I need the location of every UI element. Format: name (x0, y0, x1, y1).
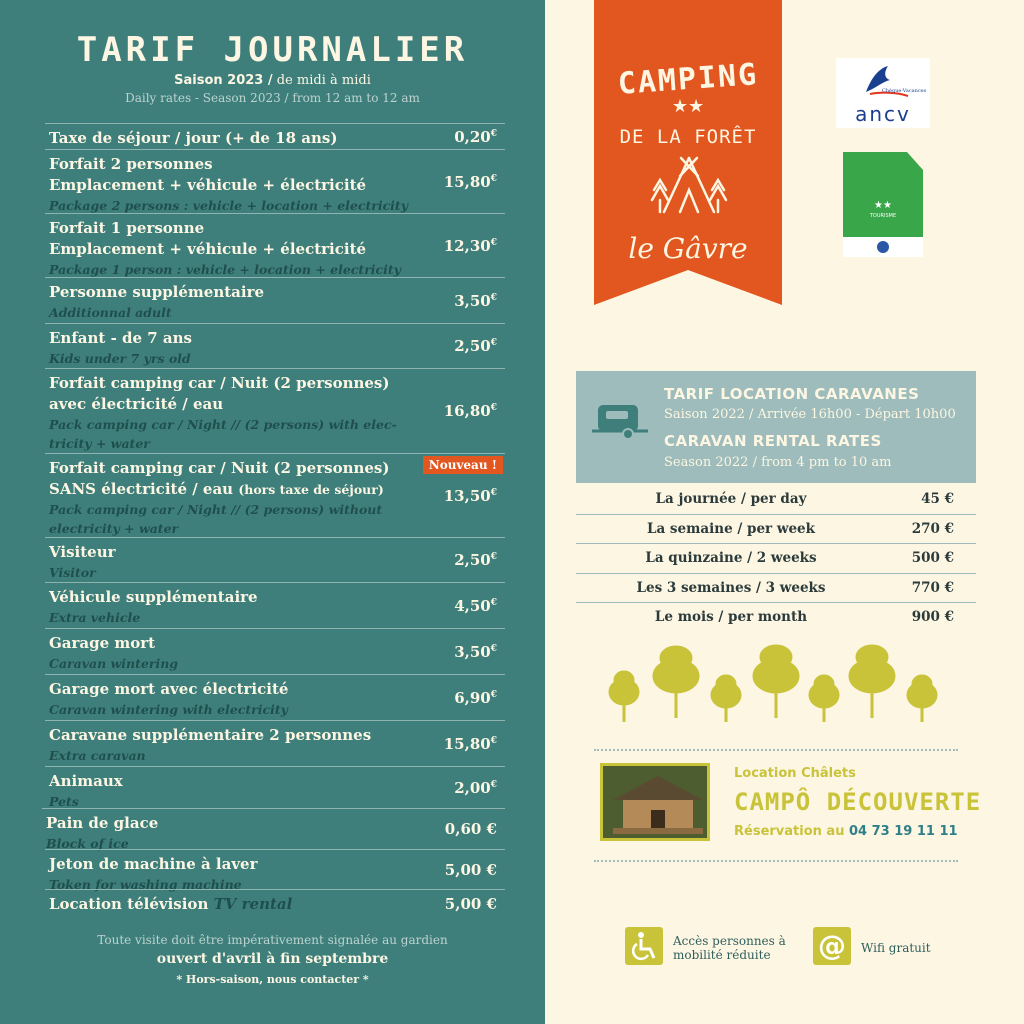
table-row: La quinzaine / 2 weeks 500 € (576, 544, 976, 574)
banner-line2: DE LA FORÊT (619, 126, 757, 148)
chalet-name: CAMPÔ DÉCOUVERTE (734, 788, 982, 816)
badge-stars: ★★ (874, 200, 892, 211)
badge-label: TOURISME (869, 213, 897, 219)
rates-list (45, 123, 505, 917)
chalet-label: Location Châlets (734, 766, 856, 781)
rate-row: Enfant - de 7 ans Kids under 7 yrs old 2,50€ (45, 323, 505, 368)
accessibility-text: Accès personnes à mobilité réduite (673, 934, 786, 962)
bird-icon (836, 58, 930, 102)
rate-row: Forfait camping car / Nuit (2 personnes) SANS électricité / eau (hors taxe de séjour) Pack camping car / Night // (2 persons) without electricity + water Nouveau ! 13,50€ (45, 453, 505, 537)
table-row: La journée / per day 45 € (576, 485, 976, 515)
rate-row: Véhicule supplémentaire Extra vehicle 4,50€ (45, 582, 505, 628)
banner-stars: ★★ (671, 96, 705, 117)
table-row: La semaine / per week 270 € (576, 515, 976, 545)
table-row: Le mois / per month 900 € (654, 609, 954, 625)
season-line: Saison 2023 / de midi à midi (174, 73, 371, 88)
rate-row: Personne supplémentaire Additionnal adult 3,50€ (45, 277, 505, 323)
table-row: Les 3 semaines / 3 weeks 770 € (576, 574, 976, 604)
divider (594, 860, 958, 862)
divider (594, 749, 958, 751)
rate-row: Location télévision TV rental 5,00 € (45, 889, 505, 917)
off-season-note: * Hors-saison, nous contacter * (176, 973, 369, 986)
rate-row: Forfait 1 personne Emplacement + véhicule + électricité Package 1 person : vehicle + location + electricity 12,30€ (45, 213, 505, 277)
caravan-title-en: CARAVAN RENTAL RATES (664, 432, 882, 450)
caravan-icon (592, 401, 648, 443)
wifi-text: Wifi gratuit (861, 941, 931, 955)
trees-illustration (600, 640, 950, 730)
rate-row: Garage mort avec électricité Caravan wintering with electricity 6,90€ (45, 674, 505, 720)
rate-row: Animaux Pets 2,00€ (45, 766, 505, 808)
caravan-title: TARIF LOCATION CARAVANES (664, 385, 920, 403)
season-line-en: Daily rates - Season 2023 / from 12 am to 12 am (125, 91, 420, 105)
caravan-rates-table (576, 485, 976, 633)
caravan-subtitle: Saison 2022 / Arrivée 16h00 - Départ 10h00 (664, 407, 956, 422)
ancv-logo: Chèque-Vacances ancv (836, 58, 930, 128)
rate-row: Jeton de machine à laver Token for washing machine 5,00 € (45, 849, 505, 889)
caravan-subtitle-en: Season 2022 / from 4 pm to 10 am (664, 455, 892, 470)
banner-line1: CAMPING (616, 57, 760, 102)
new-badge: Nouveau ! (423, 456, 503, 474)
chalet-photo (600, 763, 710, 841)
rate-row: Pain de glace Block of ice 0,60 € (42, 808, 505, 849)
page-title: TARIF JOURNALIER (76, 30, 469, 70)
rate-row: Forfait camping car / Nuit (2 personnes) avec électricité / eau Pack camping car / Night // (2 persons) with elec- tricity + water 16,80€ (45, 368, 505, 453)
rate-row: Taxe de séjour / jour (+ de 18 ans) 0,20€ (45, 123, 505, 149)
rate-row: Visiteur Visitor 2,50€ (45, 537, 505, 582)
at-icon: @ (813, 927, 851, 965)
visit-note: Toute visite doit être impérativement signalée au gardien (97, 933, 448, 947)
rate-row: Caravane supplémentaire 2 personnes Extra caravan 15,80€ (45, 720, 505, 766)
banner-place: le Gâvre (628, 232, 748, 265)
rate-row: Forfait 2 personnes Emplacement + véhicule + électricité Package 2 persons : vehicle + location + electricity 15,80€ (45, 149, 505, 213)
chalet-reservation: Réservation au 04 73 19 11 11 (734, 824, 958, 839)
rate-row: Garage mort Caravan wintering 3,50€ (45, 628, 505, 674)
opening-period: ouvert d'avril à fin septembre (156, 951, 389, 967)
phone-number[interactable]: 04 73 19 11 11 (848, 824, 958, 839)
caravan-rates-header (576, 371, 976, 483)
wheelchair-icon (625, 927, 663, 965)
